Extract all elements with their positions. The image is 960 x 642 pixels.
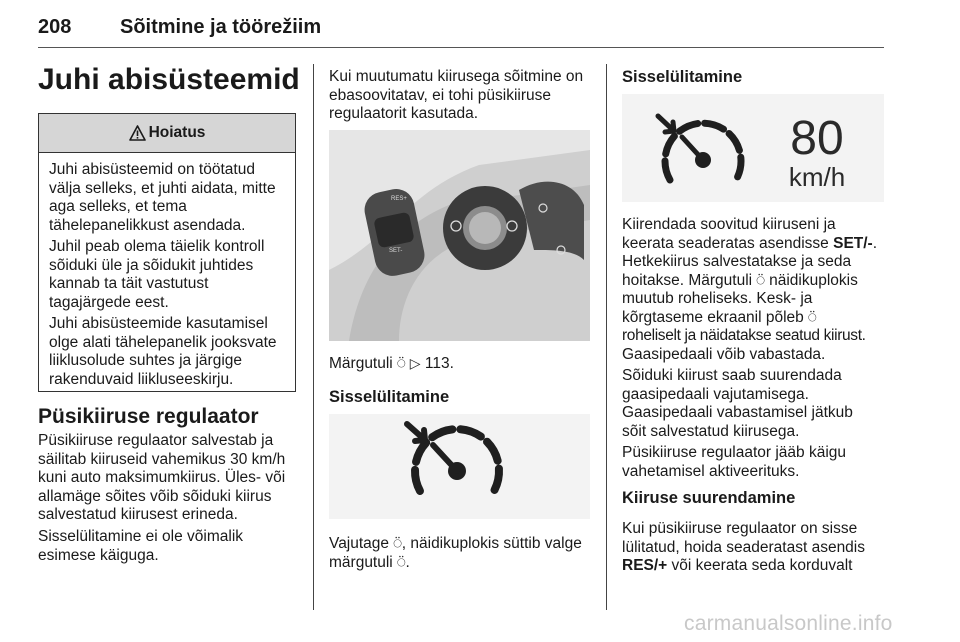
cruise-control-symbol-illustration <box>329 414 590 519</box>
warning-paragraph-3 <box>49 315 293 389</box>
text-line: gaasipedaali vajutamisega. <box>622 385 809 403</box>
text-line: kuni auto maksimumkiirus. Üles- või <box>38 469 286 486</box>
paragraph-accelerate <box>622 367 890 441</box>
cruise-control-icon: ⍥ <box>808 309 817 326</box>
page-number: 208 <box>38 16 72 38</box>
text-line: välja selleks, et juhti aidata, mitte <box>49 179 276 197</box>
warning-paragraph-1 <box>49 161 293 235</box>
subsection-heading-activation: Sisselülitamine <box>329 388 450 406</box>
text-line: esimese käiguga. <box>38 546 159 564</box>
text-line: tähelepanelikkust asendada. <box>49 216 246 234</box>
text-line: allamäge sõites võib sõiduki kiirus <box>38 487 272 505</box>
text-fragment: . <box>405 553 410 571</box>
text-line <box>622 235 890 254</box>
text-line: Juhil peab olema täielik kontroll <box>49 238 265 255</box>
text-fragment: . <box>872 234 878 252</box>
warning-box <box>38 113 296 392</box>
paragraph-first-gear <box>38 528 308 565</box>
watermark: carmanualsonline.info <box>684 612 893 635</box>
text-line <box>622 557 890 576</box>
text-line: lülitatud, hoida seaderatast asendis <box>622 538 865 556</box>
text-fragment: Vajutage <box>329 535 390 552</box>
text-line: Juhi abisüsteemid on töötatud <box>49 161 255 178</box>
paragraph-increase-speed <box>622 520 890 576</box>
text-line: Gaasipedaali võib vabastada. <box>622 345 826 363</box>
text-fragment: kõrgtaseme ekraanil põleb <box>622 308 809 326</box>
column-divider-2 <box>606 64 607 610</box>
text-line <box>622 309 890 328</box>
indicator-reference <box>329 355 601 374</box>
text-line: Kui püsikiiruse regulaator on sisse <box>622 520 858 537</box>
text-line <box>329 554 604 573</box>
cruise-control-icon: ⍥ <box>756 272 765 289</box>
text-line: säilitab kiiruseid vahemikus 30 km/h <box>38 450 286 468</box>
warning-paragraph-2 <box>49 238 293 312</box>
wheel-label-set: SET- <box>389 248 403 254</box>
text-line: rakenduvaid liikluseeskirju. <box>49 370 234 388</box>
set-label: SET/- <box>833 234 873 252</box>
text-line: Gaasipedaali vabastamisel jätkub <box>622 404 853 421</box>
subsection-heading-increase: Kiiruse suurendamine <box>622 489 796 507</box>
steering-wheel-controls-illustration <box>329 130 590 341</box>
page-reference-arrow-icon: ▷ <box>409 356 421 372</box>
section-title: Sõitmine ja töörežiim <box>120 16 322 38</box>
paragraph-set-speed <box>622 216 890 364</box>
text-line: Kiirendada soovitud kiiruseni ja <box>622 216 836 233</box>
paragraph-press-button <box>329 535 604 572</box>
text-line: muutub roheliseks. Kesk- ja <box>622 290 813 307</box>
text-line: Sisselülitamine ei ole võimalik <box>38 528 244 545</box>
speedometer-icon <box>329 414 590 519</box>
res-label: RES/+ <box>622 557 668 574</box>
text-line: Kui muutumatu kiirusega sõitmine on <box>329 68 584 85</box>
subsection-heading-activation-2: Sisselülitamine <box>622 68 743 86</box>
text-line: liiklusolude suhtes ja järgige <box>49 352 243 369</box>
cruise-control-icon: ⍥ <box>393 536 402 552</box>
text-fragment: hoitakse. Märgutuli <box>622 271 757 289</box>
text-line: Püsikiiruse regulaator salvestab ja <box>38 432 274 449</box>
column-divider-1 <box>313 64 314 610</box>
subsection-heading: Püsikiiruse regulaator <box>38 405 259 428</box>
text-line: vahetamisel aktiveerituks. <box>622 462 800 480</box>
text-line: Sõiduki kiirust saab suurendada <box>622 367 842 384</box>
section-heading: Juhi abisüsteemid <box>38 63 300 96</box>
wheel-label-res: RES+ <box>391 196 407 202</box>
warning-header <box>39 114 295 153</box>
text-line: regulaatorit kasutada. <box>329 105 479 122</box>
text-line: kannab ta täit vastutust <box>49 275 209 292</box>
text-fragment: või keerata seda korduvalt <box>667 557 853 574</box>
text-fragment: näidikuplokis <box>764 271 858 289</box>
display-unit: km/h <box>788 162 846 192</box>
text-line: olge alati tähelepanelik jooksvate <box>49 333 277 351</box>
page-reference: 113. <box>424 355 454 372</box>
text-line: Püsikiiruse regulaator jääb käigu <box>622 444 847 461</box>
cruise-control-icon: ⍥ <box>397 554 406 571</box>
text-line: sõiduki üle ja sõidukit juhtides <box>49 256 254 274</box>
text-line: tagajärgede eest. <box>49 293 169 311</box>
text-line <box>329 535 604 554</box>
header-rule <box>38 47 884 48</box>
text-line: sõit salvestatud kiirusega. <box>622 422 800 440</box>
text-line: roheliselt ja näidatakse seatud kiirust. <box>622 327 866 344</box>
paragraph-gear-change <box>622 444 890 481</box>
paragraph-caution <box>329 68 601 124</box>
cluster-display-illustration <box>622 94 884 202</box>
paragraph-cruise-intro <box>38 432 308 525</box>
text-line: ebasoovitatav, ei tohi püsikiiruse <box>329 86 552 104</box>
text-line: Juhi abisüsteemide kasutamisel <box>49 315 268 332</box>
text-line <box>622 272 890 291</box>
text-line: aga selleks, et tema <box>49 198 187 215</box>
text-fragment: Märgutuli <box>329 355 393 372</box>
cruise-control-icon: ⍥ <box>397 356 406 372</box>
display-speed: 80 <box>790 112 844 165</box>
text-fragment: , näidikuplokis süttib valge <box>401 535 582 552</box>
warning-label: Hoiatus <box>148 124 206 141</box>
text-line: salvestatud kiirusest erineda. <box>38 506 238 523</box>
text-line: Hetkekiirus salvestatakse ja seda <box>622 253 852 270</box>
warning-triangle-icon <box>129 125 146 141</box>
text-fragment: keerata seaderatas asendisse <box>622 234 834 252</box>
text-fragment: märgutuli <box>329 553 393 571</box>
